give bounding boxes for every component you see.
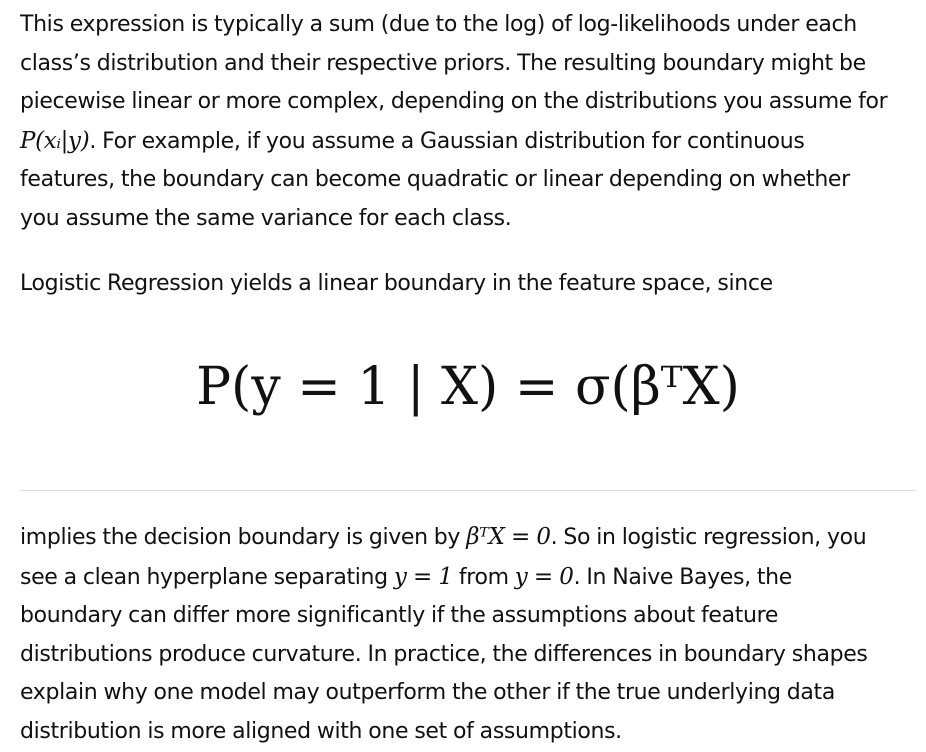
text-line: Logistic Regression yields a linear boundary in the feature space, since <box>20 271 773 296</box>
text-line <box>20 518 916 558</box>
inline-math-boundary: βᵀX = 0 <box>466 524 551 550</box>
inline-math-likelihood: P(xᵢ|y) <box>20 127 90 154</box>
horizontal-divider <box>20 490 916 491</box>
text-line: explain why one model may outperform the other if the true underlying data <box>20 680 835 706</box>
text-line: you assume the same variance for each class. <box>20 205 512 231</box>
paragraph-naive-bayes-boundary <box>20 6 916 239</box>
paragraph-decision-boundary <box>20 518 916 752</box>
text-line: distribution is more aligned with one set of assumptions. <box>20 718 622 744</box>
paragraph-logistic-regression-intro <box>20 265 916 304</box>
text-segment: . For example, if you assume a Gaussian distribution for continuous <box>89 128 805 154</box>
text-line: This expression is typically a sum (due to the log) of log-likelihoods under each <box>20 12 857 37</box>
text-segment: implies the decision boundary is given by <box>20 525 467 550</box>
text-line: boundary can differ more significantly if the assumptions about feature <box>20 603 779 629</box>
text-line: features, the boundary can become quadratic or linear depending on whether <box>20 167 850 193</box>
text-line <box>20 558 916 598</box>
inline-math-y1: y = 1 <box>393 563 453 590</box>
text-line: distributions produce curvature. In practice, the differences in boundary shapes <box>20 641 868 667</box>
display-equation-logistic: P(y = 1 | X) = σ(βᵀX) <box>196 357 740 417</box>
text-segment: . So in logistic regression, you <box>550 525 867 550</box>
text-line: piecewise linear or more complex, depending on the distributions you assume for <box>20 89 888 115</box>
text-segment: . In Naive Bayes, the <box>573 564 792 590</box>
text-segment: see a clean hyperplane separating <box>20 564 394 590</box>
text-line <box>20 122 916 162</box>
text-segment: from <box>452 564 515 590</box>
text-line: class’s distribution and their respective priors. The resulting boundary might be <box>20 50 866 76</box>
inline-math-y0: y = 0 <box>514 563 574 590</box>
